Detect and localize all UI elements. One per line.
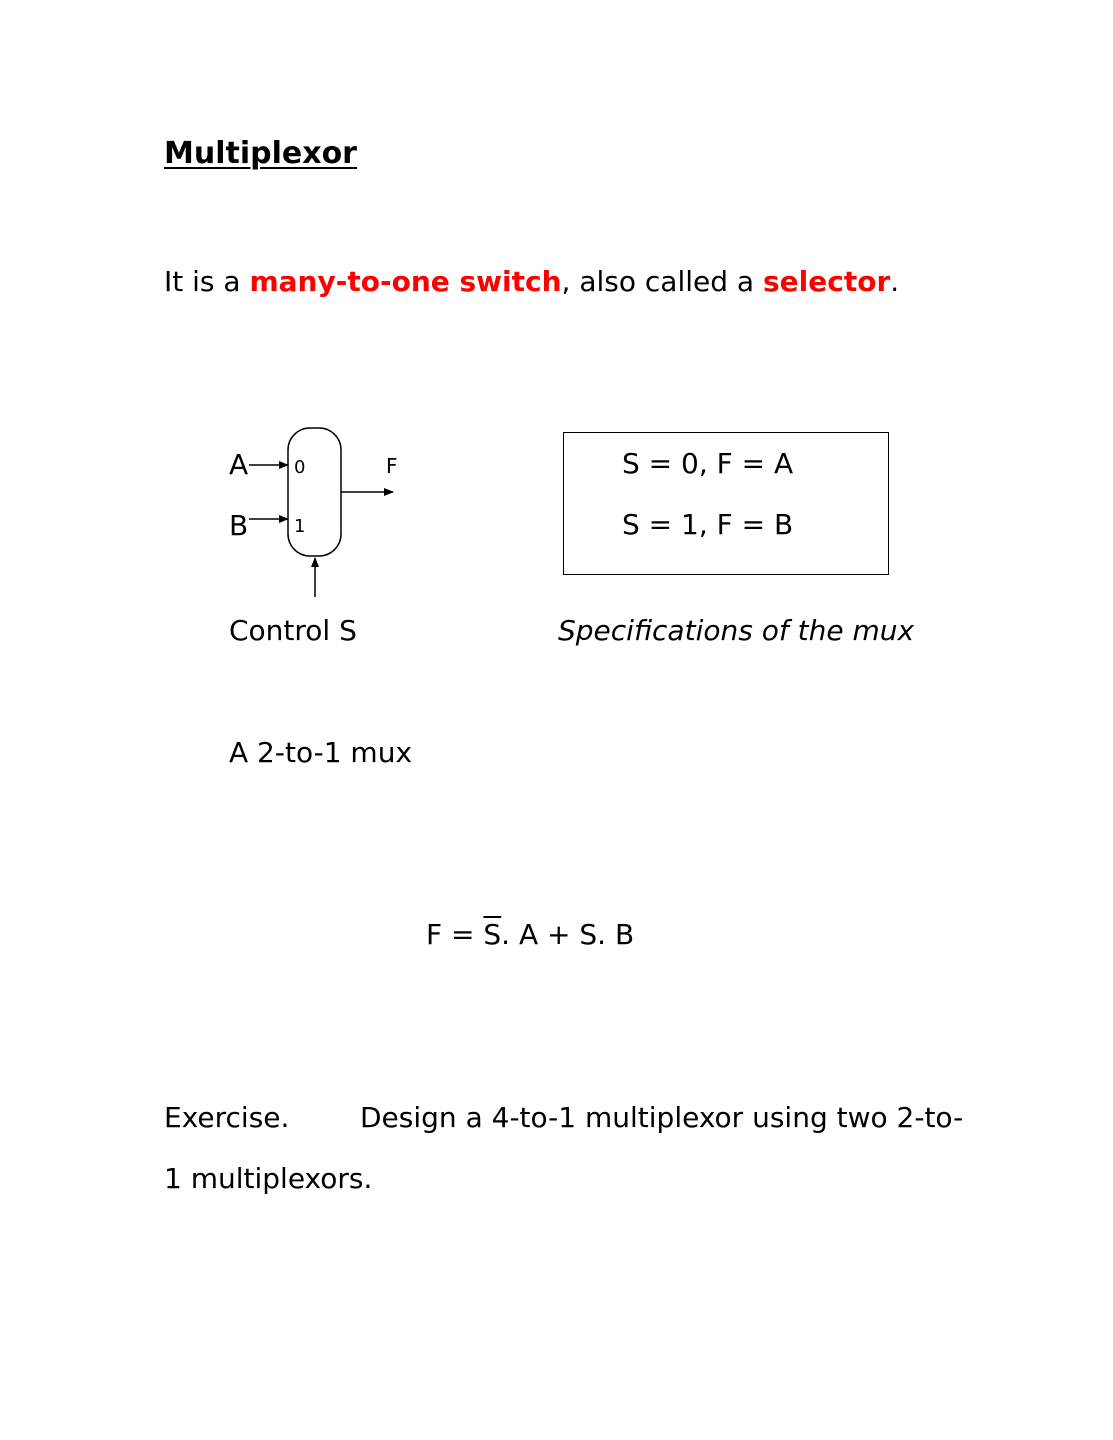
spec-caption: Specifications of the mux	[558, 614, 915, 647]
input-a-label: A	[229, 448, 249, 481]
spec-line-s1: S = 1, F = B	[622, 508, 794, 541]
equation-lhs: F =	[426, 918, 484, 951]
intro-sentence	[164, 265, 899, 299]
exercise-label: Exercise.	[164, 1101, 290, 1134]
intro-middle: , also called a	[561, 265, 763, 298]
port-0-label: 0	[294, 457, 306, 478]
exercise-text-line-2: 1 multiplexors.	[164, 1162, 373, 1195]
equation-s-bar: $\overline{S}$	[483, 918, 502, 951]
equation-rhs: . A + S. B	[501, 918, 635, 951]
control-s-label: Control S	[229, 614, 357, 647]
page-title: Multiplexor	[164, 136, 357, 171]
output-f-label: F	[386, 454, 398, 478]
mux-equation	[426, 918, 634, 952]
mux-diagram	[220, 420, 420, 610]
term-selector: selector	[762, 265, 891, 298]
input-b-label: B	[229, 509, 249, 542]
exercise-text-line-1: Design a 4-to-1 multiplexor using two 2-to-	[360, 1101, 964, 1134]
intro-suffix: .	[890, 265, 900, 298]
term-many-to-one-switch: many-to-one switch	[249, 265, 562, 298]
intro-prefix: It is a	[164, 265, 250, 298]
port-1-label: 1	[294, 516, 306, 537]
mux-caption: A 2-to-1 mux	[229, 736, 413, 769]
spec-line-s0: S = 0, F = A	[622, 447, 794, 480]
